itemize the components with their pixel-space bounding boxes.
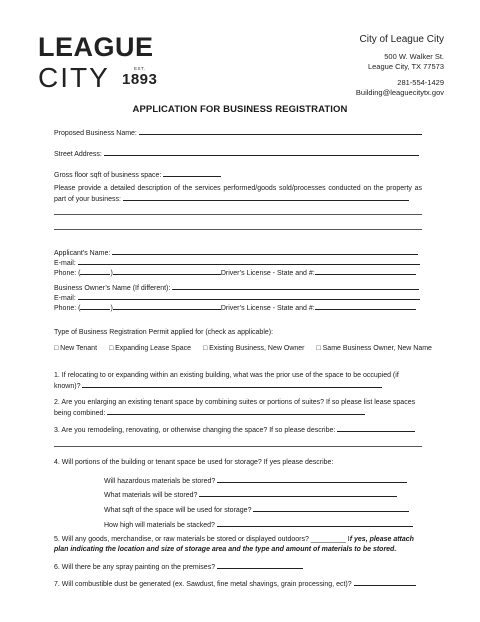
applicant-name-field[interactable] [112, 248, 418, 255]
description-row [54, 184, 422, 205]
business-name-row [54, 128, 422, 138]
question-1-text: 1. If relocating to or expanding within an existing building, what was the prior use of the space to be occupied (if known)? [54, 372, 399, 391]
question-6 [54, 562, 303, 572]
question-7-text: 7. Will combustible dust be generated (ex. Sawdust, fine metal shavings, grain processing, ect)? [54, 581, 352, 588]
question-2-field[interactable] [107, 408, 365, 415]
document-title: APPLICATION FOR BUSINESS REGISTRATION [132, 104, 348, 115]
checkbox-existing-business-new-owner[interactable]: □ Existing Business, New Owner [203, 345, 305, 352]
owner-name-row [54, 283, 419, 293]
contact-email: Building@leaguecitytx.gov [355, 88, 444, 98]
contact-city-name: City of League City [359, 34, 444, 45]
question-1-field[interactable] [82, 381, 382, 388]
q4-materials-field[interactable] [199, 490, 397, 497]
description-field-1[interactable] [123, 194, 409, 201]
q4-materials-row [104, 490, 397, 500]
contact-city-state: League City, TX 77573 [367, 62, 444, 72]
applicant-license-label: Driver’s License - State and #: [220, 270, 315, 277]
owner-name-label: Business Owner’s Name (If different): [54, 285, 171, 292]
question-3-field-2[interactable] [54, 446, 422, 447]
street-address-row [54, 149, 419, 159]
applicant-email-row [54, 258, 420, 268]
owner-name-field[interactable] [172, 283, 419, 290]
logo-city-text: CITY [38, 62, 110, 93]
q4-stacked-field[interactable] [217, 520, 413, 527]
question-5-text: 5. Will any goods, merchandise, or raw materials be stored or displayed outdoors? _________ I [54, 536, 350, 543]
question-7-field[interactable] [354, 579, 416, 586]
q4-sqft-label: What sqft of the space will be used for storage? [104, 507, 252, 514]
q4-sqft-row [104, 505, 409, 515]
street-address-label: Street Address: [54, 151, 102, 158]
street-address-field[interactable] [104, 149, 419, 156]
owner-area-code-field[interactable] [80, 303, 113, 312]
question-3-field-1[interactable] [337, 425, 415, 432]
gross-floor-label: Gross floor sqft of business space: [54, 172, 162, 179]
logo-est-text: EST. [134, 66, 146, 71]
checkbox-same-owner-new-name[interactable]: □ Same Business Owner, New Name [316, 345, 432, 352]
question-5 [54, 535, 422, 555]
permit-prompt: Type of Business Registration Permit applied for (check as applicable): [54, 329, 274, 336]
owner-license-field[interactable] [315, 303, 416, 310]
description-label: Please provide a detailed description of the services performed/goods sold/processes conducted on the property as part of your business: [54, 185, 422, 204]
gross-floor-row [54, 170, 221, 180]
owner-phone-row [54, 303, 416, 313]
logo-league-text: LEAGUE [38, 32, 154, 62]
owner-email-row [54, 293, 420, 303]
checkbox-expanding-lease[interactable]: □ Expanding Lease Space [108, 345, 192, 352]
owner-phone-label: Phone: ( [54, 305, 81, 312]
q4-hazardous-label: Will hazardous materials be stored? [104, 478, 216, 485]
applicant-area-code-field[interactable] [80, 268, 113, 277]
owner-license-label: Driver’s License - State and #: [220, 305, 315, 312]
description-field-3[interactable] [54, 229, 422, 230]
question-7 [54, 579, 416, 589]
q4-materials-label: What materials will be stored? [104, 492, 198, 499]
logo-year-text: 1893 [122, 71, 158, 88]
contact-phone: 281-554-1429 [397, 78, 444, 88]
applicant-email-field[interactable] [78, 258, 420, 265]
applicant-phone-row [54, 268, 416, 278]
question-1 [54, 371, 422, 392]
question-4-text: 4. Will portions of the building or tenant space be used for storage? If yes please describe: [54, 459, 334, 466]
applicant-phone-label: Phone: ( [54, 270, 81, 277]
permit-options [54, 345, 442, 353]
applicant-name-label: Applicant’s Name: [54, 250, 111, 257]
contact-block [356, 34, 444, 99]
owner-phone-field[interactable] [113, 303, 221, 310]
gross-floor-field[interactable] [163, 170, 221, 177]
question-6-field[interactable] [217, 562, 303, 569]
business-name-field[interactable] [139, 128, 422, 135]
q4-hazardous-row [104, 476, 407, 486]
question-3 [54, 425, 415, 435]
q4-stacked-label: How high will materials be stacked? [104, 522, 215, 529]
owner-email-label: E-mail: [54, 295, 76, 302]
question-2-text: 2. Are you enlarging an existing tenant space by combining suites or portions of suites? If so please list lease spaces being combined: [54, 399, 416, 418]
applicant-email-label: E-mail: [54, 260, 76, 267]
question-6-text: 6. Will there be any spray painting on the premises? [54, 564, 216, 571]
q4-stacked-row [104, 520, 413, 530]
business-name-label: Proposed Business Name: [54, 130, 137, 137]
question-5-instruction: f yes, please attach plan indicating the location and size of storage area and the type and amount of materials to be stored. [54, 536, 414, 554]
question-4 [54, 459, 333, 467]
league-city-logo [38, 34, 166, 94]
description-field-2[interactable] [54, 214, 422, 215]
applicant-phone-field[interactable] [113, 268, 221, 275]
q4-hazardous-field[interactable] [217, 476, 407, 483]
question-2 [54, 398, 422, 419]
phone-paren-close: ) [110, 270, 113, 277]
contact-street: 500 W. Walker St. [384, 52, 444, 61]
applicant-license-field[interactable] [315, 268, 416, 275]
q4-sqft-field[interactable] [253, 505, 409, 512]
checkbox-new-tenant[interactable]: □ New Tenant [54, 345, 98, 352]
applicant-name-row [54, 248, 418, 258]
question-3-text: 3. Are you remodeling, renovating, or otherwise changing the space? If so please describe: [54, 427, 336, 434]
owner-phone-paren-close: ) [110, 305, 113, 312]
owner-email-field[interactable] [78, 293, 420, 300]
